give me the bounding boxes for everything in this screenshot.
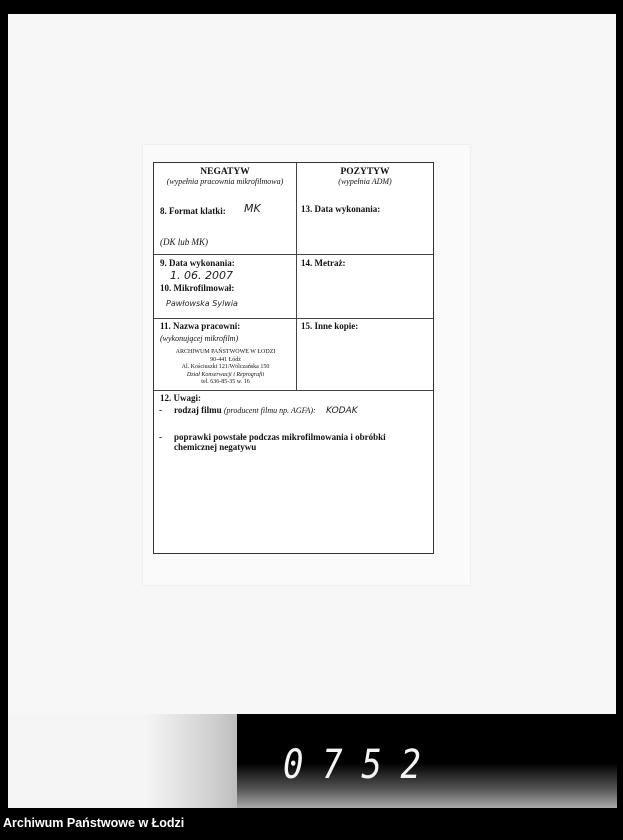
- negatyw-title: NEGATYW: [200, 167, 250, 177]
- institution-stamp: [154, 349, 297, 387]
- section-14: [297, 255, 433, 319]
- section-12: [154, 391, 433, 553]
- section-9-10: [154, 255, 297, 319]
- microfilm-form: [153, 162, 434, 554]
- inne-kopie-label: 15. Inne kopie:: [301, 321, 359, 331]
- pozytyw-title: POZYTYW: [340, 167, 390, 177]
- pozytyw-subtitle: (wypełnia ADM): [338, 177, 392, 186]
- archive-name: Archiwum Państwowe w Łodzi: [3, 816, 185, 830]
- format-hint: (DK lub MK): [160, 237, 208, 247]
- pozytyw-section: [297, 163, 433, 255]
- negatyw-subtitle: (wypełnia pracownia mikrofilmowa): [166, 177, 284, 186]
- stamp-line: tel. 636-85-35 w. 16: [201, 379, 250, 385]
- bullet: -: [159, 432, 162, 442]
- stamp-line: 90-441 Łódź: [210, 356, 241, 363]
- section-11: [154, 319, 297, 391]
- format-value: MK: [244, 202, 261, 215]
- frame-counter: 0752: [283, 742, 440, 788]
- uwagi-item-2: poprawki powstałe podczas mikrofilmowania i obróbki chemicznej negatywu: [174, 432, 386, 452]
- rodzaj-filmu-hint: (producent filmu np. AGFA):: [223, 406, 316, 415]
- uwagi-item-1: [174, 405, 358, 416]
- uwagi-label: 12. Uwagi:: [160, 393, 201, 403]
- stamp-line: Al. Kościuszki 121/Wólczańska 150: [181, 364, 270, 370]
- data-wykonania-13-label: 13. Data wykonania:: [301, 204, 381, 214]
- nazwa-pracowni-hint: (wykonującej mikrofilm): [160, 334, 239, 343]
- data-wykonania-label: 9. Data wykonania:: [160, 258, 235, 268]
- rodzaj-filmu-value: KODAK: [325, 406, 358, 416]
- film-frame-lower: [8, 714, 237, 808]
- mikrofilmowal-value: Pawłowska Sylwia: [166, 299, 238, 308]
- nazwa-pracowni-label: 11. Nazwa pracowni:: [160, 321, 241, 331]
- rodzaj-filmu-label: rodzaj filmu: [174, 405, 222, 415]
- negatyw-section: [154, 163, 297, 255]
- stamp-line: Dział Konserwacji i Reprografii: [186, 371, 265, 378]
- stamp-line: ARCHIWUM PAŃSTWOWE W ŁODZI: [175, 349, 276, 355]
- metraz-label: 14. Metraż:: [301, 258, 346, 268]
- data-wykonania-value: 1. 06. 2007: [170, 269, 233, 282]
- footer: [0, 808, 623, 840]
- mikrofilmowal-label: 10. Mikrofilmował:: [160, 283, 235, 293]
- section-15: [297, 319, 433, 391]
- format-label: 8. Format klatki:: [160, 206, 226, 216]
- bullet: -: [159, 405, 162, 415]
